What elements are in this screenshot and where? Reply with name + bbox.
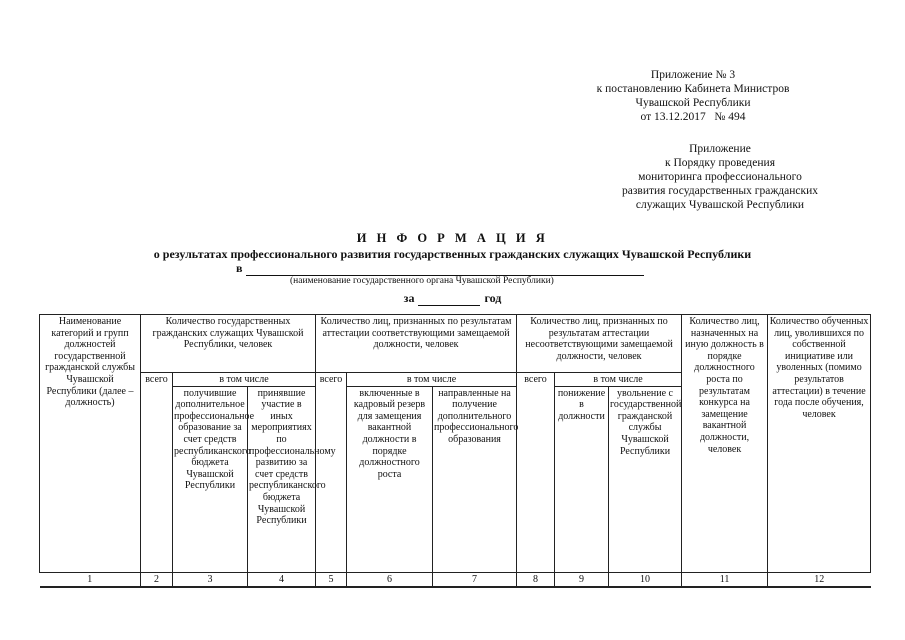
header-attested-unsuitable: Количество лиц, признанных по результатам аттестации несоответствующими замещаемой должности, человек [517,315,682,373]
header-dismissal: увольнение с государственной гражданской службы Чувашской Республики [609,386,682,572]
header-civil-servants-count: Количество государственных гражданских служащих Чувашской Республики, человек [141,315,316,373]
organization-blank [246,264,644,276]
header-personnel-reserve: включенные в кадровый резерв для замещения вакантной должности в порядке должностного роста [347,386,433,572]
information-table [39,314,871,588]
year-suffix: год [484,291,502,305]
column-number: 3 [173,572,248,587]
header-total: всего [141,373,173,573]
header-total: всего [316,373,347,573]
appendix-main-line: Приложение № 3 [650,69,736,81]
header-other-events: принявшие участие в иных мероприятиях по профессиональному развитию за счет средств республиканского бюджета Чувашской Республики [248,386,316,572]
appendix-sub-line: служащих Чувашской Республики [635,199,805,211]
column-number: 7 [433,572,517,587]
column-number: 8 [517,572,555,587]
organization-line [236,261,644,276]
column-number: 4 [248,572,316,587]
appendix-sub-line: Приложение [689,143,751,155]
appendix-main-line: к постановлению Кабинета Министров [596,83,790,95]
year-prefix: за [403,291,415,305]
appendix-sub-header [585,142,855,212]
appendix-main-header [588,68,798,124]
document-title: И Н Ф О Р М А Ц И Я [356,231,549,245]
header-category-name: Наименование категорий и групп должностей государственной гражданской службы Чувашской Республики (далее – должность) [40,315,141,573]
column-number: 5 [316,572,347,587]
header-including: в том числе [555,373,682,387]
appendix-main-line: от 13.12.2017 № 494 [640,111,746,123]
header-promoted-count: Количество лиц, назначенных на иную должность в порядке должностного роста по результатам конкурса на замещение вакантной должности, человек [682,315,768,573]
header-including: в том числе [347,373,517,387]
column-number: 9 [555,572,609,587]
header-received-education: получившие дополнительное профессиональное образование за счет средств республиканского бюджета Чувашской Республики [173,386,248,572]
appendix-sub-line: мониторинга профессионального [638,171,802,183]
column-number: 10 [609,572,682,587]
column-number: 11 [682,572,768,587]
appendix-sub-line: к Порядку проведения [665,157,775,169]
appendix-sub-line: развития государственных гражданских [622,185,818,197]
column-number: 1 [40,572,141,587]
document-subtitle: о результатах профессионального развития государственных гражданских служащих Чувашской Республики [153,247,752,261]
header-including: в том числе [173,373,316,387]
header-attested-suitable: Количество лиц, признанных по результатам аттестации соответствующими замещаемой должности, человек [316,315,517,373]
year-blank [418,295,480,306]
year-line [0,291,905,306]
column-number: 6 [347,572,433,587]
organization-prefix: в [236,261,243,275]
column-number: 2 [141,572,173,587]
header-dismissed-trained: Количество обученных лиц, уволившихся по собственной инициативе или уволенных (помимо результатов аттестации) в течение года после обучения, человек [768,315,871,573]
header-total: всего [517,373,555,573]
appendix-main-line: Чувашской Республики [635,97,751,109]
column-number: 12 [768,572,871,587]
organization-caption: (наименование государственного органа Чувашской Республики) [290,276,554,286]
header-demotion: понижение в должности [555,386,609,572]
header-sent-to-education: направленные на получение дополнительного профессионального образования [433,386,517,572]
